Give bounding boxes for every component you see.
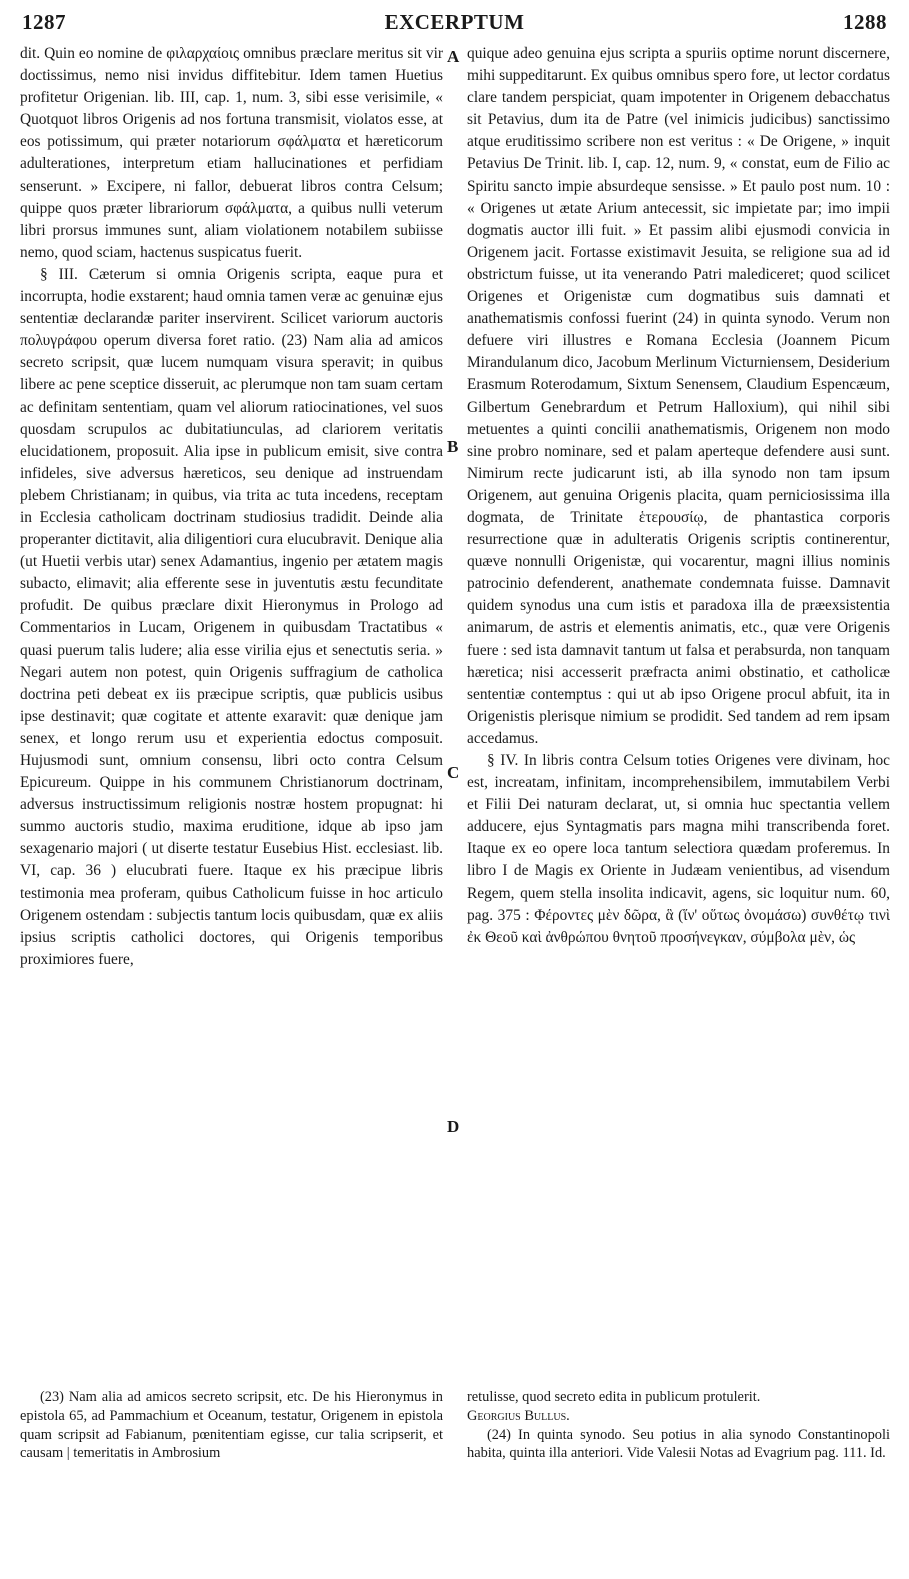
paragraph: § IV. In libris contra Celsum toties Origenes vere divinam, hoc est, increatam, infinitam, incomprehensibilem, immutabilem Verbi et Filii Dei naturam declarat, ut, si omnia huc spectantia vellem adducere, ejus Syntagmatis pars magna mihi transcribenda foret. Itaque ex eo opere loca tantum selectiora quædam proferemus. In libro I de Magis ex Oriente in Judæam venientibus, ad visendum Regem, quem stella insolita indicavit, agens, sic loquitur num. 60, pag. 375 : Φέροντες μὲν δῶρα, ἃ (ἵν' οὕτως ὀνομάσω) συνθέτῳ τινὶ ἐκ Θεοῦ καὶ ἀνθρώπου θνητοῦ προσήνεγκαν, σύμβολα μὲν, ὡς xyxy=(467,752,890,946)
running-header xyxy=(0,6,909,40)
right-column xyxy=(467,43,890,949)
paragraph: quique adeo genuina ejus scripta a spuriis optime norunt discernere, mihi suppeditarunt. Ex quibus omnibus spero fore, ut lector cordatus clare tandem perspiciat, quam impotenter in Origenem debacchatus sit Petavius, dum ita de Patre (vel inimicis judicibus) sanctissimo atque eruditissimo scribere non est veritus : « De Origene, » inquit Petavius De Trinit. lib. I, cap. 12, num. 9, « constat, eum de Filio ac Spiritu sancto impie absurdeque sensisse. » Et paulo post num. 10 : « Origenes ut ætate Arium antecessit, sic impietate par; imo impii dogmatis auctor illi fuit. » Et passim alibi ejusmodi convicia in Origenem jacit. Fortasse existimavit Jesuita, se religione sua ad id obstrictum fuisse, ut ita venerando Patri malediceret; quod scilicet Origenes et Origenistæ cum dogmatibus suis damnati et anathematismis confossi fuerint (24) in quinta synodo. Verum non defuere viri illustres e Romana Ecclesia (Joannem Picum Mirandulanum dico, Jacobum Merlinum Victurniensem, Desiderium Erasmum Roterodamum, Sixtum Senensem, Claudium Espencæum, Gilbertum Genebrardum et Petrum Halloxium), qui nihil sibi metuentes a quinti concilii anathematismis, Origenem non modo sine probro nominare, sed et palam aperteque defendere ausi sunt. Nimirum recte judicarunt isti, ab illa synodo non tam ipsum Origenem, aut genuina Origenis placita, quam perniciosissima illa dogmata, de Trinitate ἑτερουσίῳ, de phantastica corporis resurrectione quæ in adulteratis Origenis scriptis continerentur, quæve nonnulli Origenistæ, qui vocarentur, magni illius nominis patrocinio defenderent, anathemate condemnata fuisse. Damnavit quidem synodus una cum istis et paradoxa illa de præexsistentia animarum, de astris et elementis animatis, etc., quæ vere Origenis fuere : sed ista damnavit tantum ut falsa et perabsurda, non tanquam hæretica; nisi accesserit præfracta animi obstinatio, et catholicæ sententiæ contemptus : qui ut ab ipso Origene procul abfuit, ita in Origenistis plerisque nimium se prodidit. Sed tandem ad rem ipsam accedamus. xyxy=(467,45,890,747)
page-number-right: 1288 xyxy=(843,10,887,34)
footnote-24: (24) In quinta synodo. Seu potius in alia synodo Constantinopoli habita, quinta illa anteriori. Vide Valesii Notas ad Evagrium pag. 111. Id. xyxy=(467,1426,890,1462)
margin-letter-d: D xyxy=(447,1117,460,1136)
margin-letter-b: B xyxy=(447,437,459,456)
footnote-continuation: retulisse, quod secreto edita in publicum protulerit. xyxy=(467,1389,761,1405)
page-number-left: 1287 xyxy=(22,10,66,34)
margin-letter-a: A xyxy=(447,47,460,66)
footnotes-right xyxy=(467,1388,890,1463)
running-title: EXCERPTUM xyxy=(384,10,525,34)
footnote-23: (23) Nam alia ad amicos secreto scripsit, etc. De his Hieronymus in epistola 65, ad Pammachium et Oceanum, testatur, Origenem in epistola quam scripsit ad Fabianum, pœnitentiam egisse, cur talia scripserit, et causam | temeritatis in Ambrosium xyxy=(20,1389,443,1462)
margin-letter-c: C xyxy=(447,763,460,782)
left-column xyxy=(20,43,443,971)
footnote-signature: Georgius Bullus. xyxy=(467,1407,570,1424)
paragraph: § III. Cæterum si omnia Origenis scripta, eaque pura et incorrupta, hodie exstarent; haud omnia tamen veræ ac genuinæ ejus sententiæ declarandæ pariter inservirent. Scilicet variorum auctoris πολυγράφου operum diversa foret ratio. (23) Nam alia ad amicos secreto scripsit, quæ lucem numquam visura speravit; in quibus libere ac pene sceptice disseruit, ac plerumque non tam suam certam ac definitam sententiam, quam vel aliorum ratiocinationes, vel suos quosdam scrupulos ac dubitatiunculas, ad clariorem veritatis elucidationem, proposuit. Alia ipse in publicum emisit, sive contra infideles, sive adversus hæreticos, seu denique ad instruendam plebem Christianam; in quibus, via trita ac tuta incedens, receptam in Ecclesia catholicam doctrinam studiosius tradidit. Deinde alia properanter dictitavit, alia diligentiori cura elucubravit. Denique alia (ut Huetii verbis utar) senex Adamantius, ingenio per ætatem magis subacto, elimavit; alia efferente sese in juventutis æstu fecunditate profudit. De quibus præclare dixit Hieronymus in Prologo ad Commentarios in Lucam, Origenem in quibusdam Tractatibus « quasi puerum talis ludere; alia esse virilia ejus et senectutis seria. » Negari autem non potest, quin Origenis suffragium de catholica doctrina peti debeat ex iis præcipue scriptis, quæ publicis usibus ipse destinavit; quæ cogitate et attente exaravit: quæ denique jam senex, et longo rerum usu et experientia edoctus composuit. Hujusmodi sunt, omnium consensu, libri octo contra Celsum Epicureum. Quippe in his communem Christianorum doctrinam, adversus instructissimum religionis nostræ hostem propugnat: hi summo auctoris studio, maxima eruditione, idque ab ipso jam sexagenario majori ( ut diserte testatur Eusebius Hist. ecclesiast. lib. VI, cap. 36 ) elucubrati fuere. Itaque ex his præcipue libris testimonia mea proferam, quibus Catholicum fuisse in hoc articulo Origenem ostendam : subjectis tantum locis quibusdam, quæ ex aliis ipsius scriptis catholici doctores, qui Origenis temporibus proximiores fuere, xyxy=(20,265,443,968)
footnotes-left xyxy=(20,1388,443,1463)
paragraph: dit. Quin eo nomine de φιλαρχαίοις omnibus præclare meritus sit vir doctissimus, nemo nisi invidus diffitebitur. Idem tamen Huetius profitetur Origenian. lib. III, cap. 1, num. 3, sibi esse verisimile, « Quotquot libros Origenis ad nos fortuna transmisit, violatos esse, at eos potissimum, qui præter notariorum σφάλματα et hæreticorum adulterationes, interpretum etiam hallucinationes et perfidiam senserunt. » Excipere, ni fallor, debuerat libros contra Celsum; quippe quos præter librariorum σφάλματα, a quibus nulli veterum libri prorsus immunes sunt, aliam violationem notabilem subiisse nemo, quod sciam, hactenus suspicatus fuerit. xyxy=(20,45,443,261)
